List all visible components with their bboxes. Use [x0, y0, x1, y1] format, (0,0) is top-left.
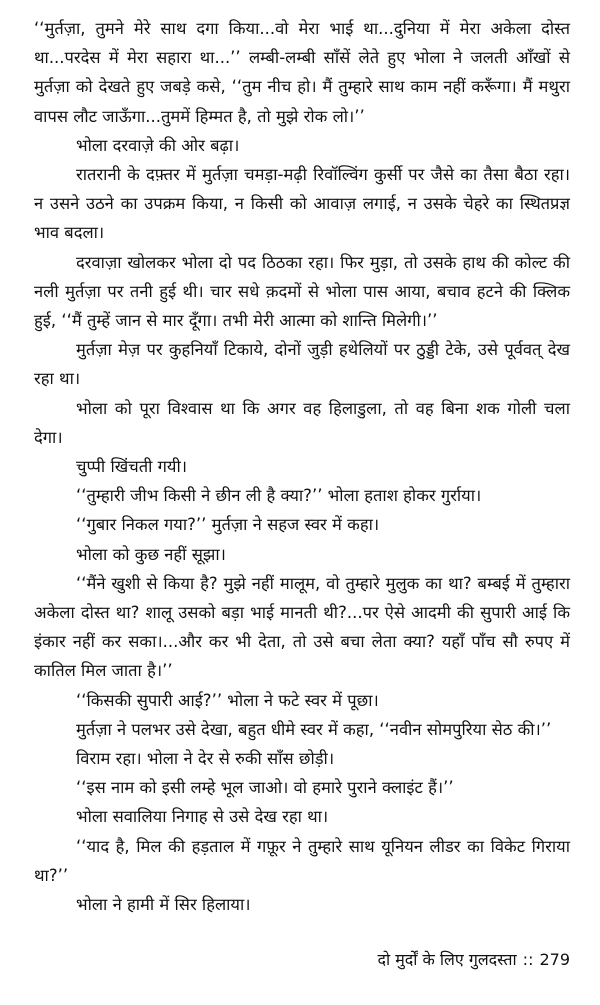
page-number: 279 [539, 950, 570, 969]
paragraph: दरवाज़ा खोलकर भोला दो पद ठिठका रहा। फिर मुड़ा, तो उसके हाथ की कोल्ट की नली मुर्तज़ा पर तनी हुई थी। चार सधे क़दमों से भोला पास आया, बचाव हटने की क्लिक हुई, ‘‘मैं तुम्हें जान से मार दूँगा। तभी मेरी आत्मा को शान्ति मिलेगी।’’ [34, 252, 570, 331]
paragraph: भोला को कुछ नहीं सूझा। [76, 544, 226, 564]
paragraph: रातरानी के दफ़्तर में मुर्तज़ा चमड़ा-मढ़ी रिवॉल्विंग कुर्सी पर जैसे का तैसा बैठा रहा। न उसने उठने का उपक्रम किया, न किसी को आवाज़ लगाई, न उसके चेहरे का स्थितप्रज्ञ भाव बदला। [34, 165, 570, 243]
paragraph: ‘‘याद है, मिल की हड़ताल में गफ़ूर ने तुम्हारे साथ यूनियन लीडर का विकेट गिराया था?’’ [34, 836, 570, 885]
paragraph: मुर्तज़ा मेज़ पर कुहनियाँ टिकाये, दोनों जुड़ी हथेलियों पर ठुड्डी टेके, उसे पूर्ववत् देख रहा था। [34, 340, 570, 389]
paragraph: ‘‘इस नाम को इसी लम्हे भूल जाओ। वो हमारे पुराने क्लाइंट हैं।’’ [76, 778, 454, 798]
paragraph: विराम रहा। भोला ने देर से रुकी साँस छोड़ी। [76, 749, 335, 769]
paragraph: मुर्तज़ा ने पलभर उसे देखा, बहुत धीमे स्वर में कहा, ‘‘नवीन सोमपुरिया सेठ की।’’ [76, 719, 552, 739]
paragraph: भोला सवालिया निगाह से उसे देख रहा था। [76, 807, 329, 827]
paragraph: ‘‘मैंने खुशी से किया है? मुझे नहीं मालूम, वो तुम्हारे मुलुक का था? बम्बई में तुम्हारा अकेला दोस्त था? शालू उसको बड़ा भाई मानती थी?...पर ऐसे आदमी की सुपारी आई कि इंकार नहीं कर सका।...और कर भी देता, तो उसे बचा लेता क्या? यहाँ पाँच सौ रुपए में कातिल मिल जाता है।’’ [34, 573, 570, 681]
paragraph: ‘‘मुर्तज़ा, तुमने मेरे साथ दगा किया...वो मेरा भाई था...दुनिया में मेरा अकेला दोस्त था...परदेस में मेरा सहारा था...’’ लम्बी-लम्बी साँसें लेते हुए भोला ने जलती आँखों से मुर्तज़ा को देखते हुए जबड़े कसे, ‘‘तुम नीच हो। मैं तुम्हारे साथ काम नहीं करूँगा। मैं मथुरा वापस लौट जाऊँगा...तुममें हिम्मत है, तो मुझे रोक लो।’’ [34, 19, 570, 126]
paragraph: ‘‘तुम्हारी जीभ किसी ने छीन ली है क्या?’’ भोला हताश होकर गुर्राया। [76, 486, 482, 506]
running-title: दो मुर्दों के लिए गुलदस्ता [377, 950, 517, 969]
book-page [34, 14, 570, 994]
paragraph: चुप्पी खिंचती गयी। [76, 457, 188, 477]
paragraph: भोला दरवाज़े की ओर बढ़ा। [76, 135, 240, 155]
paragraph: ‘‘गुबार निकल गया?’’ मुर्तज़ा ने सहज स्वर में कहा। [76, 515, 380, 535]
footer-separator: :: [522, 950, 534, 969]
paragraph: ‘‘किसकी सुपारी आई?’’ भोला ने फटे स्वर में पूछा। [76, 690, 379, 710]
paragraph: भोला को पूरा विश्वास था कि अगर वह हिलाडुला, तो वह बिना शक गोली चला देगा। [34, 398, 570, 447]
page-body-text [34, 14, 570, 919]
page-footer [378, 946, 571, 974]
paragraph: भोला ने हामी में सिर हिलाया। [76, 895, 251, 915]
